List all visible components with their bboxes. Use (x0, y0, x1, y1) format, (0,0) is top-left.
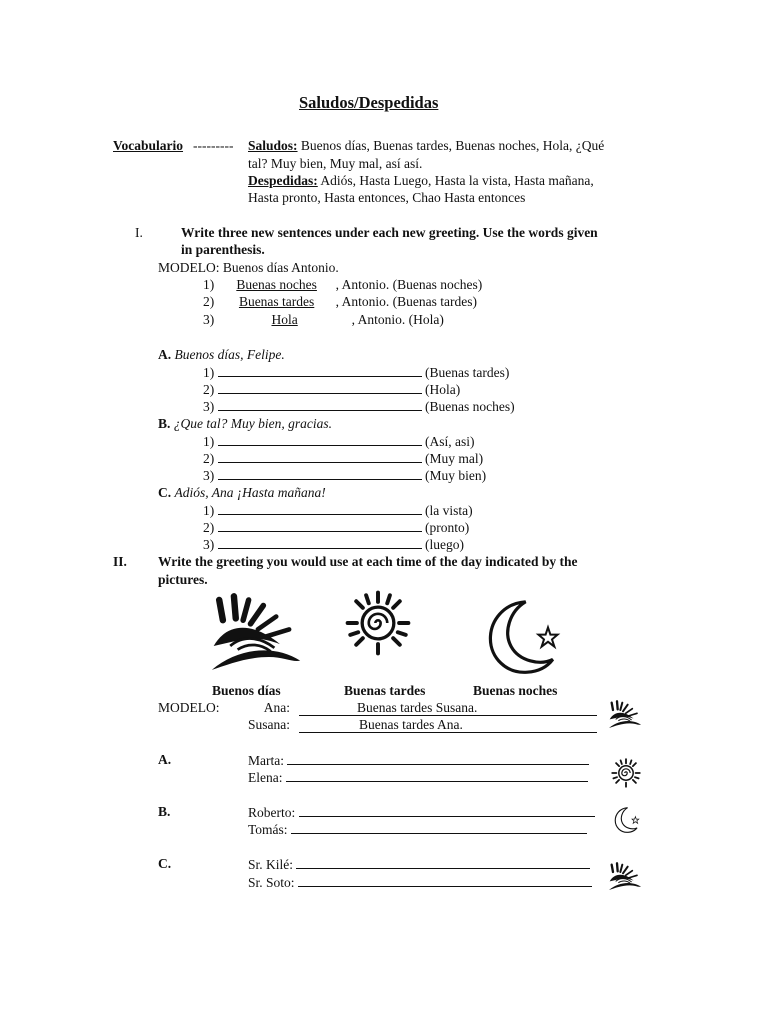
practice-row (203, 432, 475, 450)
item-hint: (Muy bien) (425, 468, 487, 483)
answer-blank[interactable] (299, 803, 595, 817)
saludos-line-1 (248, 137, 604, 154)
item-hint: (pronto) (425, 520, 470, 535)
group-letter: C. (158, 856, 172, 871)
model-answer: Buenas noches (236, 277, 317, 292)
item-hint: (Hola) (425, 382, 461, 397)
model-answer: Buenas tardes Susana. (357, 700, 478, 715)
speaker-row (248, 873, 592, 891)
section-2-instruction-1: Write the greeting you would use at each time of the day indicated by the (158, 554, 578, 569)
answer-blank[interactable] (218, 380, 422, 394)
section-1-instruction-2: in parenthesis. (181, 242, 265, 257)
despedidas-line-1 (248, 172, 594, 189)
item-hint: (Buenas tardes) (425, 365, 510, 380)
item-number: 1) (203, 434, 215, 449)
answer-blank[interactable] (218, 501, 422, 515)
item-hint: (Muy mal) (425, 451, 484, 466)
practice-row (203, 535, 464, 553)
speaker-name: Tomás: (248, 822, 288, 837)
item-number: 2) (203, 520, 215, 535)
model-item (203, 293, 477, 310)
speaker-name: Roberto: (248, 805, 296, 820)
group-letter: A. (158, 347, 172, 362)
moon-star-icon (483, 597, 565, 677)
model-item (203, 311, 444, 328)
group-letter: C. (158, 485, 172, 500)
group-c-prompt (158, 484, 326, 501)
page-title: Saludos/Despedidas (299, 93, 439, 112)
group-prompt: Adiós, Ana ¡Hasta mañana! (174, 485, 326, 500)
item-number: 3) (203, 399, 215, 414)
speaker-row (248, 803, 595, 821)
answer-blank[interactable] (286, 768, 588, 782)
group-letter: A. (158, 752, 172, 767)
speaker-name: Susana: (248, 717, 290, 732)
practice-row (203, 501, 473, 519)
answer-blank[interactable] (218, 518, 422, 532)
speaker-row (248, 751, 589, 769)
despedidas-label: Despedidas: (248, 173, 318, 188)
answer-blank[interactable] (218, 432, 422, 446)
vocabulario-label: Vocabulario (113, 138, 184, 153)
caption-buenos-dias: Buenos días (212, 683, 281, 698)
model-rest: , Antonio. (Buenas tardes) (335, 294, 477, 309)
model-answer: Hola (271, 312, 298, 327)
group-prompt: ¿Que tal? Muy bien, gracias. (173, 416, 332, 431)
model-item (203, 276, 482, 293)
section-1-modelo: MODELO: Buenos días Antonio. (158, 260, 339, 275)
model-rest: , Antonio. (Hola) (351, 312, 444, 327)
answer-blank[interactable] (218, 363, 422, 377)
item-number: 2) (203, 294, 215, 309)
model-answer-line (299, 716, 597, 733)
item-number: 3) (203, 312, 215, 327)
sun-icon (345, 590, 411, 656)
item-number: 1) (203, 365, 215, 380)
item-hint: (luego) (425, 537, 464, 552)
item-hint: (Así, asi) (425, 434, 475, 449)
answer-blank[interactable] (218, 397, 422, 411)
item-number: 1) (203, 503, 215, 518)
answer-blank[interactable] (218, 535, 422, 549)
sunrise-icon (608, 700, 642, 730)
saludos-label: Saludos: (248, 138, 298, 153)
moon-star-icon (612, 806, 642, 834)
item-number: 3) (203, 468, 215, 483)
group-letter: B. (158, 804, 171, 819)
sunrise-icon (210, 592, 302, 676)
speaker-name: Elena: (248, 770, 283, 785)
model-answer: Buenas tardes Ana. (359, 717, 463, 732)
speaker-row (248, 820, 587, 838)
speaker-name: Ana: (263, 700, 290, 715)
speaker-name: Marta: (248, 753, 284, 768)
answer-blank[interactable] (218, 466, 422, 480)
saludos-line-2: tal? Muy bien, Muy mal, así así. (248, 156, 423, 171)
item-hint: (Buenas noches) (425, 399, 515, 414)
practice-row (203, 466, 486, 484)
sunrise-icon (608, 862, 642, 892)
practice-row (203, 380, 460, 398)
speaker-name: Sr. Soto: (248, 875, 295, 890)
item-number: 1) (203, 277, 215, 292)
section-2-numeral: II. (113, 554, 127, 569)
speaker-name: Sr. Kilé: (248, 857, 294, 872)
answer-blank[interactable] (296, 855, 590, 869)
caption-buenas-noches: Buenas noches (473, 683, 558, 698)
despedidas-line-2: Hasta pronto, Hasta entonces, Chao Hasta entonces (248, 190, 526, 205)
item-number: 2) (203, 451, 215, 466)
vocabulario-dashes: --------- (193, 138, 234, 153)
answer-blank[interactable] (218, 449, 422, 463)
speaker-row (248, 768, 588, 786)
section-2-instruction-2: pictures. (158, 572, 208, 587)
item-number: 2) (203, 382, 215, 397)
answer-blank[interactable] (287, 751, 589, 765)
answer-blank[interactable] (298, 873, 592, 887)
practice-row (203, 518, 469, 536)
practice-row (203, 397, 515, 415)
item-hint: (la vista) (425, 503, 473, 518)
caption-buenas-tardes: Buenas tardes (344, 683, 426, 698)
group-prompt: Buenos días, Felipe. (174, 347, 285, 362)
model-answer: Buenas tardes (238, 294, 315, 309)
speaker-row (248, 855, 590, 873)
model-rest: , Antonio. (Buenas noches) (335, 277, 483, 292)
saludos-list: Buenos días, Buenas tardes, Buenas noches, Hola, ¿Qué (297, 138, 605, 153)
answer-blank[interactable] (291, 820, 587, 834)
sun-icon (611, 758, 641, 788)
despedidas-list: Adiós, Hasta Luego, Hasta la vista, Hasta mañana, (317, 173, 594, 188)
section-1-instruction-1: Write three new sentences under each new greeting. Use the words given (181, 225, 598, 240)
practice-row (203, 363, 509, 381)
modelo-label: MODELO: (158, 700, 220, 715)
model-answer-line (299, 699, 597, 716)
item-number: 3) (203, 537, 215, 552)
group-letter: B. (158, 416, 171, 431)
practice-row (203, 449, 483, 467)
section-1-numeral: I. (135, 225, 143, 240)
group-b-prompt (158, 415, 332, 432)
group-a-prompt (158, 346, 285, 363)
